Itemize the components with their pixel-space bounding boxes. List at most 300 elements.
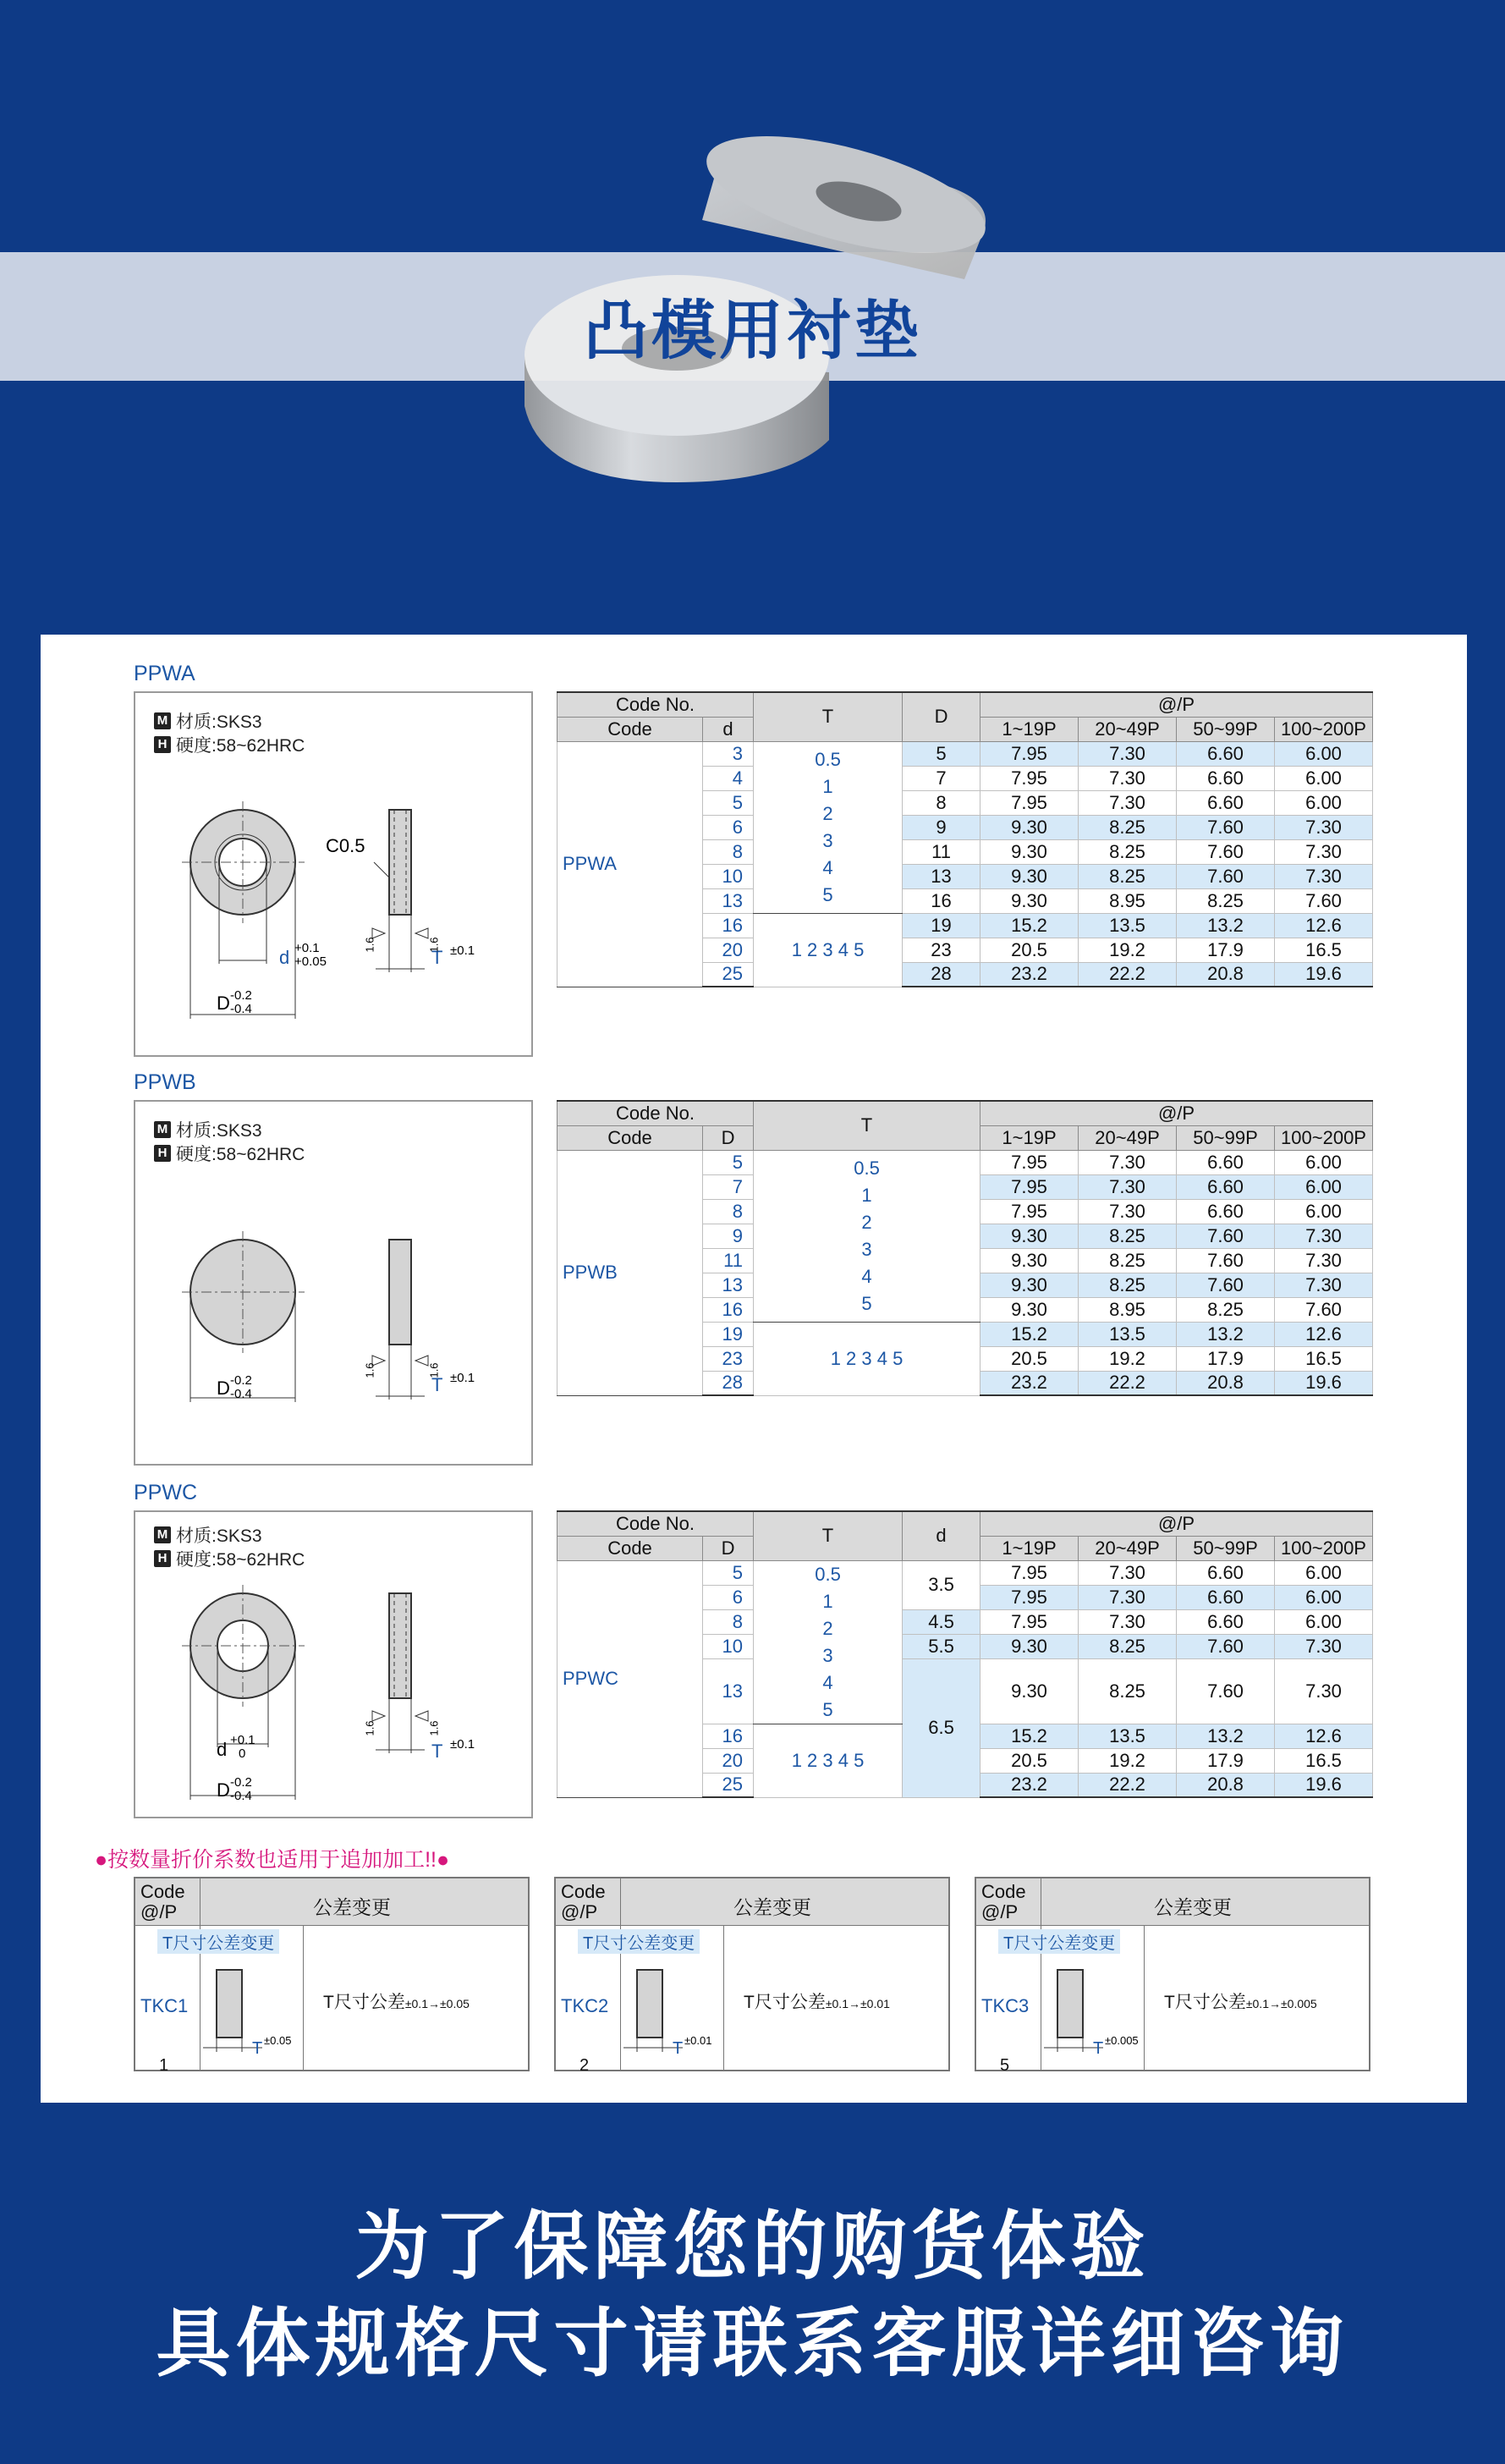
- code-header-line: Code: [981, 1881, 1026, 1902]
- inner-d-value: 5.5: [903, 1634, 980, 1658]
- price-value: 7.60: [1177, 1273, 1275, 1297]
- price-value: 7.95: [980, 766, 1079, 790]
- price-value: 19.6: [1275, 1773, 1373, 1797]
- price-value: 8.25: [1079, 1634, 1177, 1658]
- size-value: 13: [703, 888, 754, 913]
- sub-header: T尺寸公差变更: [157, 1929, 279, 1954]
- qty-header: 20~49P: [1079, 717, 1177, 741]
- material-icon: M: [154, 712, 171, 729]
- price-value: 7.30: [1275, 1634, 1373, 1658]
- change-header: 公差变更: [1154, 1896, 1232, 1918]
- tkc-code: TKC3: [981, 1995, 1030, 2016]
- discount-note: ●按数量折价系数也适用于追加加工!!●: [95, 1848, 450, 1872]
- price-value: 8.25: [1079, 1658, 1177, 1724]
- outer-d-value: 11: [903, 839, 980, 864]
- price-value: 7.30: [1079, 1585, 1177, 1609]
- code-header: Code: [558, 717, 703, 741]
- size-value: 10: [703, 864, 754, 888]
- change-header: 公差变更: [313, 1896, 391, 1918]
- chamfer-label: C0.5: [326, 835, 365, 856]
- t-label: T: [673, 2039, 684, 2058]
- price-value: 6.00: [1275, 766, 1373, 790]
- price-value: 16.5: [1275, 938, 1373, 962]
- size-value: 13: [703, 1273, 754, 1297]
- footer-line-1: 为了保障您的购货体验: [354, 2203, 1151, 2290]
- price-value: 7.95: [980, 790, 1079, 815]
- price-value: 7.30: [1079, 766, 1177, 790]
- D-label: D: [217, 1378, 230, 1399]
- D-tolerance: [230, 1374, 252, 1401]
- t-value: 2: [822, 802, 833, 824]
- price-value: 6.00: [1275, 790, 1373, 815]
- price-value: 8.25: [1079, 1248, 1177, 1273]
- price-value: 8.25: [1079, 864, 1177, 888]
- table-row: [558, 1560, 1373, 1585]
- t-value: 0.5: [815, 1563, 841, 1585]
- hardness-icon: H: [154, 1145, 171, 1162]
- price-value: 7.30: [1275, 815, 1373, 839]
- drawing-ppwb: [134, 1100, 533, 1466]
- price-value: 16.5: [1275, 1346, 1373, 1371]
- price-value: 7.60: [1177, 839, 1275, 864]
- D-tol-lower: -0.4: [230, 1789, 252, 1803]
- sub-header: d: [703, 717, 754, 741]
- material-text: 材质:SKS3: [176, 712, 262, 732]
- price-value: 19.6: [1275, 962, 1373, 987]
- qty-header: 20~49P: [1079, 1536, 1177, 1560]
- tolerance-change-value: ±0.1→±0.01: [825, 1997, 890, 2010]
- size-value: 5: [703, 1560, 754, 1585]
- price-value: 8.95: [1079, 1297, 1177, 1322]
- t-value: 0.5: [815, 748, 841, 770]
- t-header: T: [754, 1101, 980, 1150]
- t-values-group-2: 1 2 3 4 5: [754, 1322, 980, 1395]
- D-label: D: [217, 993, 230, 1014]
- tolerance-change-box-tkc1: [134, 1877, 530, 2075]
- t-value: 4: [861, 1265, 872, 1287]
- outer-d-value: 9: [903, 815, 980, 839]
- price-value: 7.60: [1275, 1297, 1373, 1322]
- sub-header: D: [703, 1536, 754, 1560]
- tolerance-description: T尺寸公差±0.1→±0.005: [1164, 1993, 1317, 2012]
- outer-d-value: 16: [903, 888, 980, 913]
- code-header-line: @/P: [561, 1901, 598, 1922]
- size-value: 16: [703, 1724, 754, 1748]
- price-value: 9.30: [980, 1273, 1079, 1297]
- price-value: 7.60: [1177, 864, 1275, 888]
- code-header-line: Code: [140, 1881, 185, 1902]
- d-tol-lower: +0.05: [294, 954, 327, 969]
- t-value: 1: [822, 775, 833, 797]
- price-value: 6.60: [1177, 1174, 1275, 1199]
- t-values-group-2: 1 2 3 4 5: [754, 1724, 903, 1797]
- price-value: 23.2: [980, 1773, 1079, 1797]
- T-label: T: [431, 1741, 443, 1762]
- price-value: 9.30: [980, 1634, 1079, 1658]
- price-value: 13.5: [1079, 1322, 1177, 1346]
- T-tolerance: ±0.1: [450, 1371, 475, 1385]
- price-value: 6.00: [1275, 1199, 1373, 1224]
- D-tol-lower: -0.4: [230, 1002, 252, 1016]
- price-value: 13.5: [1079, 1724, 1177, 1748]
- hardness-icon: H: [154, 1550, 171, 1567]
- code-no-header: Code No.: [558, 1511, 754, 1536]
- size-value: 20: [703, 1748, 754, 1773]
- price-value: 9.30: [980, 1297, 1079, 1322]
- T-tolerance: ±0.1: [450, 943, 475, 958]
- qty-header: 50~99P: [1177, 1536, 1275, 1560]
- size-value: 16: [703, 1297, 754, 1322]
- size-value: 8: [703, 839, 754, 864]
- t-tolerance: ±0.05: [264, 2034, 292, 2047]
- price-value: 17.9: [1177, 1346, 1275, 1371]
- d-header: d: [903, 1511, 980, 1560]
- section-title-ppwb: PPWB: [134, 1070, 196, 1094]
- inner-d-value: 6.5: [903, 1658, 980, 1797]
- price-value: 7.95: [980, 1150, 1079, 1174]
- material-icon: M: [154, 1121, 171, 1138]
- t-values-group-2: 1 2 3 4 5: [754, 913, 903, 987]
- drawing-ppwc: [134, 1510, 533, 1818]
- price-value: 15.2: [980, 913, 1079, 938]
- change-header: 公差变更: [733, 1896, 811, 1918]
- size-value: 25: [703, 962, 754, 987]
- price-value: 9.30: [980, 1248, 1079, 1273]
- price-value: 6.60: [1177, 1150, 1275, 1174]
- price-value: 9.30: [980, 1658, 1079, 1724]
- outer-d-value: 7: [903, 766, 980, 790]
- price-value: 8.25: [1079, 839, 1177, 864]
- size-value: 5: [703, 790, 754, 815]
- price-value: 7.95: [980, 1199, 1079, 1224]
- price-header: @/P: [980, 692, 1373, 717]
- t-values-group-1: [754, 741, 903, 913]
- tkc-code: TKC2: [561, 1995, 609, 2016]
- d-label: d: [279, 947, 290, 968]
- price-value: 7.95: [980, 1585, 1079, 1609]
- disc-drawing-ppwb: [135, 1102, 535, 1467]
- t-values-group-1: [754, 1150, 980, 1322]
- T-label: T: [431, 1374, 443, 1395]
- hardness-text: 硬度:58~62HRC: [176, 736, 305, 756]
- tolerance-description: T尺寸公差±0.1→±0.01: [744, 1993, 890, 2012]
- qty-header: 100~200P: [1275, 1536, 1373, 1560]
- price-value: 9.30: [980, 864, 1079, 888]
- roughness-right: 1.6: [427, 1720, 441, 1736]
- table-row: [558, 741, 1373, 766]
- D-header: D: [903, 692, 980, 741]
- code-no-header: Code No.: [558, 692, 754, 717]
- t-value: 5: [822, 1698, 833, 1720]
- t-value: 5: [861, 1292, 872, 1314]
- price-value: 17.9: [1177, 1748, 1275, 1773]
- qty-header: 100~200P: [1275, 717, 1373, 741]
- price-value: 6.60: [1177, 741, 1275, 766]
- price-table-ppwb: [557, 1100, 1373, 1396]
- price-value: 7.95: [980, 1560, 1079, 1585]
- hardness-text: 硬度:58~62HRC: [176, 1550, 305, 1570]
- inner-d-value: 4.5: [903, 1609, 980, 1634]
- price-value: 6.60: [1177, 1560, 1275, 1585]
- size-value: 9: [703, 1224, 754, 1248]
- price-value: 20.5: [980, 1748, 1079, 1773]
- price-table-ppwc: [557, 1510, 1373, 1798]
- t-header: T: [754, 1511, 903, 1560]
- price-value: 7.60: [1177, 1634, 1275, 1658]
- price-value: 7.95: [980, 1174, 1079, 1199]
- price-value: 20.8: [1177, 1371, 1275, 1395]
- outer-d-value: 23: [903, 938, 980, 962]
- price-value: 20.8: [1177, 1773, 1275, 1797]
- t-value: 0.5: [854, 1157, 880, 1179]
- washer-drawing-ppwa: [135, 693, 535, 1059]
- t-label: T: [252, 2039, 263, 2058]
- price-value: 9.30: [980, 1224, 1079, 1248]
- tkc-code: TKC1: [140, 1995, 189, 2016]
- t-values-group-1: [754, 1560, 903, 1724]
- price-value: 7.30: [1275, 1224, 1373, 1248]
- price-value: 15.2: [980, 1724, 1079, 1748]
- sub-header: D: [703, 1125, 754, 1150]
- drawing-ppwa: [134, 691, 533, 1057]
- size-value: 16: [703, 913, 754, 938]
- inner-d-value: 3.5: [903, 1560, 980, 1609]
- D-tolerance: [230, 1776, 252, 1803]
- product-code: PPWC: [558, 1560, 703, 1797]
- code-no-header: Code No.: [558, 1101, 754, 1125]
- price-value: 15.2: [980, 1322, 1079, 1346]
- t-value: 3: [822, 829, 833, 851]
- price-value: 6.00: [1275, 1585, 1373, 1609]
- hero-title: 凸模用衬垫: [584, 293, 922, 368]
- price-value: 22.2: [1079, 1773, 1177, 1797]
- qty-header: 20~49P: [1079, 1125, 1177, 1150]
- product-code: PPWA: [558, 741, 703, 987]
- price-header: @/P: [980, 1101, 1373, 1125]
- price-value: 8.25: [1079, 1224, 1177, 1248]
- price-value: 6.60: [1177, 1609, 1275, 1634]
- price-value: 7.95: [980, 1609, 1079, 1634]
- T-label: T: [431, 947, 443, 968]
- price-value: 8.25: [1177, 888, 1275, 913]
- D-tolerance: [230, 989, 252, 1016]
- price-value: 13.2: [1177, 1322, 1275, 1346]
- t-value: 5: [822, 883, 833, 905]
- product-code: PPWB: [558, 1150, 703, 1395]
- material-icon: M: [154, 1526, 171, 1543]
- price-value: 6.60: [1177, 766, 1275, 790]
- tkc-qty: 5: [1000, 2056, 1010, 2075]
- material-text: 材质:SKS3: [176, 1121, 262, 1141]
- D-tol-upper: -0.2: [230, 988, 252, 1003]
- t-header: T: [754, 692, 903, 741]
- size-value: 19: [703, 1322, 754, 1346]
- section-title-ppwa: PPWA: [134, 662, 195, 685]
- size-value: 8: [703, 1609, 754, 1634]
- size-value: 8: [703, 1199, 754, 1224]
- price-value: 19.2: [1079, 1748, 1177, 1773]
- size-value: 6: [703, 1585, 754, 1609]
- price-header: @/P: [980, 1511, 1373, 1536]
- tkc-qty: 1: [159, 2056, 169, 2075]
- size-value: 10: [703, 1634, 754, 1658]
- d-tol-upper: +0.1: [230, 1733, 255, 1747]
- size-value: 13: [703, 1658, 754, 1724]
- price-value: 7.60: [1275, 888, 1373, 913]
- code-header-line: @/P: [140, 1901, 178, 1922]
- qty-header: 1~19P: [980, 1125, 1079, 1150]
- price-value: 7.30: [1275, 839, 1373, 864]
- size-value: 28: [703, 1371, 754, 1395]
- size-value: 20: [703, 938, 754, 962]
- price-value: 9.30: [980, 839, 1079, 864]
- size-value: 4: [703, 766, 754, 790]
- price-value: 16.5: [1275, 1748, 1373, 1773]
- price-value: 6.00: [1275, 1560, 1373, 1585]
- d-tolerance: [294, 942, 327, 969]
- hardness-icon: H: [154, 736, 171, 753]
- code-header: Code: [558, 1536, 703, 1560]
- price-value: 22.2: [1079, 1371, 1177, 1395]
- price-value: 7.30: [1275, 1658, 1373, 1724]
- size-value: 25: [703, 1773, 754, 1797]
- sub-header: T尺寸公差变更: [578, 1929, 700, 1954]
- price-value: 6.00: [1275, 1150, 1373, 1174]
- qty-header: 100~200P: [1275, 1125, 1373, 1150]
- roughness-left: 1.6: [363, 1720, 376, 1736]
- price-value: 7.60: [1177, 815, 1275, 839]
- price-value: 13.2: [1177, 913, 1275, 938]
- price-value: 8.25: [1177, 1297, 1275, 1322]
- size-value: 5: [703, 1150, 754, 1174]
- D-tol-lower: -0.4: [230, 1387, 252, 1401]
- roughness-left: 1.6: [363, 1362, 376, 1378]
- roughness-right: 1.6: [427, 937, 441, 953]
- t-tolerance: ±0.01: [684, 2034, 712, 2047]
- price-value: 19.6: [1275, 1371, 1373, 1395]
- price-value: 6.00: [1275, 741, 1373, 766]
- t-value: 4: [822, 1671, 833, 1693]
- price-value: 7.30: [1079, 1150, 1177, 1174]
- outer-d-value: 19: [903, 913, 980, 938]
- d-tol-lower: 0: [239, 1746, 246, 1761]
- price-value: 6.00: [1275, 1609, 1373, 1634]
- tolerance-change-box-tkc3: [975, 1877, 1370, 2075]
- t-value: 1: [822, 1590, 833, 1612]
- size-value: 11: [703, 1248, 754, 1273]
- price-value: 7.30: [1275, 1273, 1373, 1297]
- d-tolerance: [230, 1734, 255, 1761]
- qty-header: 1~19P: [980, 1536, 1079, 1560]
- t-value: 4: [822, 856, 833, 878]
- price-value: 7.30: [1079, 790, 1177, 815]
- price-value: 7.60: [1177, 1224, 1275, 1248]
- price-value: 6.00: [1275, 1174, 1373, 1199]
- price-value: 22.2: [1079, 962, 1177, 987]
- D-tol-upper: -0.2: [230, 1373, 252, 1388]
- price-value: 6.60: [1177, 790, 1275, 815]
- outer-d-value: 5: [903, 741, 980, 766]
- t-value: 3: [822, 1644, 833, 1666]
- price-value: 8.25: [1079, 1273, 1177, 1297]
- tolerance-change-box-tkc2: [554, 1877, 950, 2075]
- D-label: D: [217, 1779, 230, 1801]
- roughness-left: 1.6: [363, 937, 376, 953]
- price-value: 17.9: [1177, 938, 1275, 962]
- section-title-ppwc: PPWC: [134, 1481, 197, 1504]
- price-value: 7.30: [1079, 1560, 1177, 1585]
- price-value: 23.2: [980, 1371, 1079, 1395]
- tolerance-description: T尺寸公差±0.1→±0.05: [323, 1993, 470, 2012]
- price-value: 7.30: [1079, 741, 1177, 766]
- price-value: 6.60: [1177, 1585, 1275, 1609]
- price-value: 12.6: [1275, 913, 1373, 938]
- d-label: d: [217, 1739, 228, 1760]
- price-value: 7.30: [1275, 1248, 1373, 1273]
- price-value: 6.60: [1177, 1199, 1275, 1224]
- t-value: 2: [861, 1211, 872, 1233]
- qty-header: 50~99P: [1177, 717, 1275, 741]
- d-tol-upper: +0.1: [294, 941, 320, 955]
- price-value: 20.8: [1177, 962, 1275, 987]
- code-header-line: Code: [561, 1881, 606, 1902]
- price-value: 7.30: [1079, 1199, 1177, 1224]
- price-value: 8.95: [1079, 888, 1177, 913]
- t-label: T: [1093, 2039, 1104, 2058]
- qty-header: 1~19P: [980, 717, 1079, 741]
- price-value: 8.25: [1079, 815, 1177, 839]
- code-header: Code: [558, 1125, 703, 1150]
- t-tolerance: ±0.005: [1105, 2034, 1139, 2047]
- price-value: 7.95: [980, 741, 1079, 766]
- qty-header: 50~99P: [1177, 1125, 1275, 1150]
- t-value: 1: [861, 1184, 872, 1206]
- price-value: 7.60: [1177, 1658, 1275, 1724]
- price-value: 12.6: [1275, 1322, 1373, 1346]
- price-value: 19.2: [1079, 1346, 1177, 1371]
- D-tol-upper: -0.2: [230, 1775, 252, 1790]
- price-value: 9.30: [980, 815, 1079, 839]
- price-value: 13.2: [1177, 1724, 1275, 1748]
- roughness-right: 1.6: [427, 1362, 441, 1378]
- t-value: 2: [822, 1617, 833, 1639]
- material-text: 材质:SKS3: [176, 1526, 262, 1546]
- size-value: 23: [703, 1346, 754, 1371]
- hardness-text: 硬度:58~62HRC: [176, 1145, 305, 1164]
- price-value: 20.5: [980, 938, 1079, 962]
- table-row: [558, 1150, 1373, 1174]
- outer-d-value: 8: [903, 790, 980, 815]
- price-table-ppwa: [557, 691, 1373, 987]
- tkc-qty: 2: [579, 2056, 590, 2075]
- size-value: 3: [703, 741, 754, 766]
- footer-line-2: 具体规格尺寸请联系客服详细咨询: [156, 2300, 1349, 2387]
- code-header-line: @/P: [981, 1901, 1019, 1922]
- price-value: 7.30: [1275, 864, 1373, 888]
- outer-d-value: 13: [903, 864, 980, 888]
- price-value: 20.5: [980, 1346, 1079, 1371]
- price-value: 23.2: [980, 962, 1079, 987]
- tolerance-change-value: ±0.1→±0.005: [1245, 1997, 1317, 2010]
- T-tolerance: ±0.1: [450, 1737, 475, 1752]
- size-value: 7: [703, 1174, 754, 1199]
- washer-drawing-ppwc: [135, 1512, 535, 1820]
- price-value: 12.6: [1275, 1724, 1373, 1748]
- price-value: 7.60: [1177, 1248, 1275, 1273]
- price-value: 13.5: [1079, 913, 1177, 938]
- sub-header: T尺寸公差变更: [998, 1929, 1120, 1954]
- size-value: 6: [703, 815, 754, 839]
